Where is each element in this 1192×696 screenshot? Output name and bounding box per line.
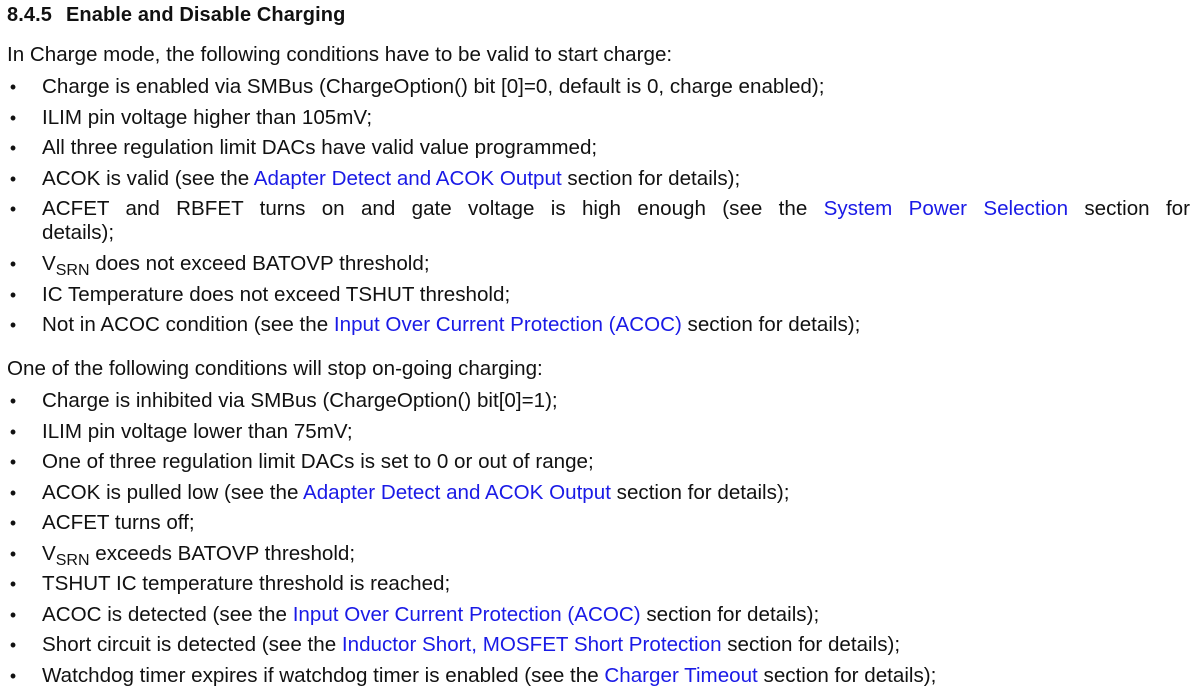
list-item-text: All three regulation limit DACs have valid value programmed; [42,136,598,159]
bullet: • [9,665,17,686]
bullet: • [9,543,17,564]
bullet: • [9,138,17,158]
link-input-over-current-protection[interactable]: Input Over Current Protection (ACOC) [292,602,641,626]
list-item [0,572,1192,603]
bullet: • [9,77,17,97]
list-item-text: ILIM pin voltage higher than 105mV; [42,105,373,129]
list-item-text: Charge is enabled via SMBus (ChargeOption() bit [0]=0, default is 0, charge enabled); [42,75,825,98]
bullet: • [9,513,17,533]
list-item [0,136,1192,167]
voltage-symbol: V [42,541,56,565]
bullet: • [9,421,17,442]
list-item [0,511,1192,542]
list-item [0,633,1192,664]
list-item-text: does not exceed BATOVP threshold; [89,252,430,275]
list-item-text: Not in ACOC condition (see the [42,313,334,336]
list-item [0,450,1192,481]
list-item-text: section for details); [757,663,937,687]
list-item [0,197,1192,252]
list-item-text: section for details); [681,313,861,336]
bullet: • [9,482,17,503]
bullet: • [9,107,17,128]
list-item [0,542,1192,573]
list-item-text: ACOK is pulled low (see the [42,480,303,504]
link-inductor-mosfet-short-protection[interactable]: Inductor Short, MOSFET Short Protection [341,633,722,656]
list-item-text: section for [1068,197,1190,220]
list-item [0,389,1192,420]
bullet: • [9,199,17,219]
section-number: 8.4.5 [7,4,52,26]
bullet: • [9,574,17,594]
list-item-text: Short circuit is detected (see the [42,633,342,656]
list-item [0,106,1192,137]
list-item-line [42,197,1190,221]
list-item [0,481,1192,512]
bullet: • [9,284,17,305]
list-item-text: Charge is inhibited via SMBus (ChargeOption() bit[0]=1); [42,389,558,412]
voltage-subscript: SRN [55,262,90,279]
list-item-text: One of three regulation limit DACs is set to 0 or out of range; [42,450,594,473]
list-item-text: section for details); [610,480,790,504]
link-system-power-selection[interactable]: System Power Selection [823,197,1069,220]
bullet: • [9,168,17,189]
list-item-text: ACOC is detected (see the [42,602,293,626]
voltage-symbol: V [42,252,56,275]
list-item [0,283,1192,314]
bullet: • [9,635,17,655]
list-item [0,252,1192,283]
list-item-text: section for details); [640,602,820,626]
list-item-text: IC Temperature does not exceed TSHUT threshold; [42,282,511,306]
link-input-over-current-protection[interactable]: Input Over Current Protection (ACOC) [333,313,682,336]
list-item-text: ACOK is valid (see the [42,166,254,190]
stop-conditions-list [0,389,1192,694]
list-item-text: section for details); [721,633,901,656]
bullet: • [9,315,17,335]
list-item [0,167,1192,198]
bullet: • [9,391,17,411]
list-item [0,313,1192,344]
stop-conditions-intro: One of the following conditions will stop on-going charging: [7,357,543,380]
list-item-text: TSHUT IC temperature threshold is reached; [42,572,451,595]
list-item [0,420,1192,451]
list-item [0,75,1192,106]
bullet: • [9,452,17,472]
list-item-text: section for details); [561,166,741,190]
section-title: Enable and Disable Charging [65,4,346,26]
start-conditions-intro: In Charge mode, the following conditions have to be valid to start charge: [7,43,673,66]
link-adapter-detect-acok[interactable]: Adapter Detect and ACOK Output [253,166,562,190]
link-adapter-detect-acok[interactable]: Adapter Detect and ACOK Output [302,480,611,504]
voltage-subscript: SRN [55,551,90,569]
section-heading [7,4,345,27]
list-item-text: details); [42,221,115,244]
start-conditions-list [0,75,1192,344]
bullet: • [9,254,17,274]
link-charger-timeout[interactable]: Charger Timeout [604,663,758,687]
list-item [0,664,1192,695]
bullet: • [9,604,17,625]
list-item-text: ACFET turns off; [42,511,195,534]
list-item-text: ILIM pin voltage lower than 75mV; [42,419,353,443]
list-item-text: ACFET and RBFET turns on and gate voltage is high enough (see the [42,197,824,220]
list-item [0,603,1192,634]
list-item-text: Watchdog timer expires if watchdog timer is enabled (see the [42,663,605,687]
list-item-text: exceeds BATOVP threshold; [89,541,356,565]
